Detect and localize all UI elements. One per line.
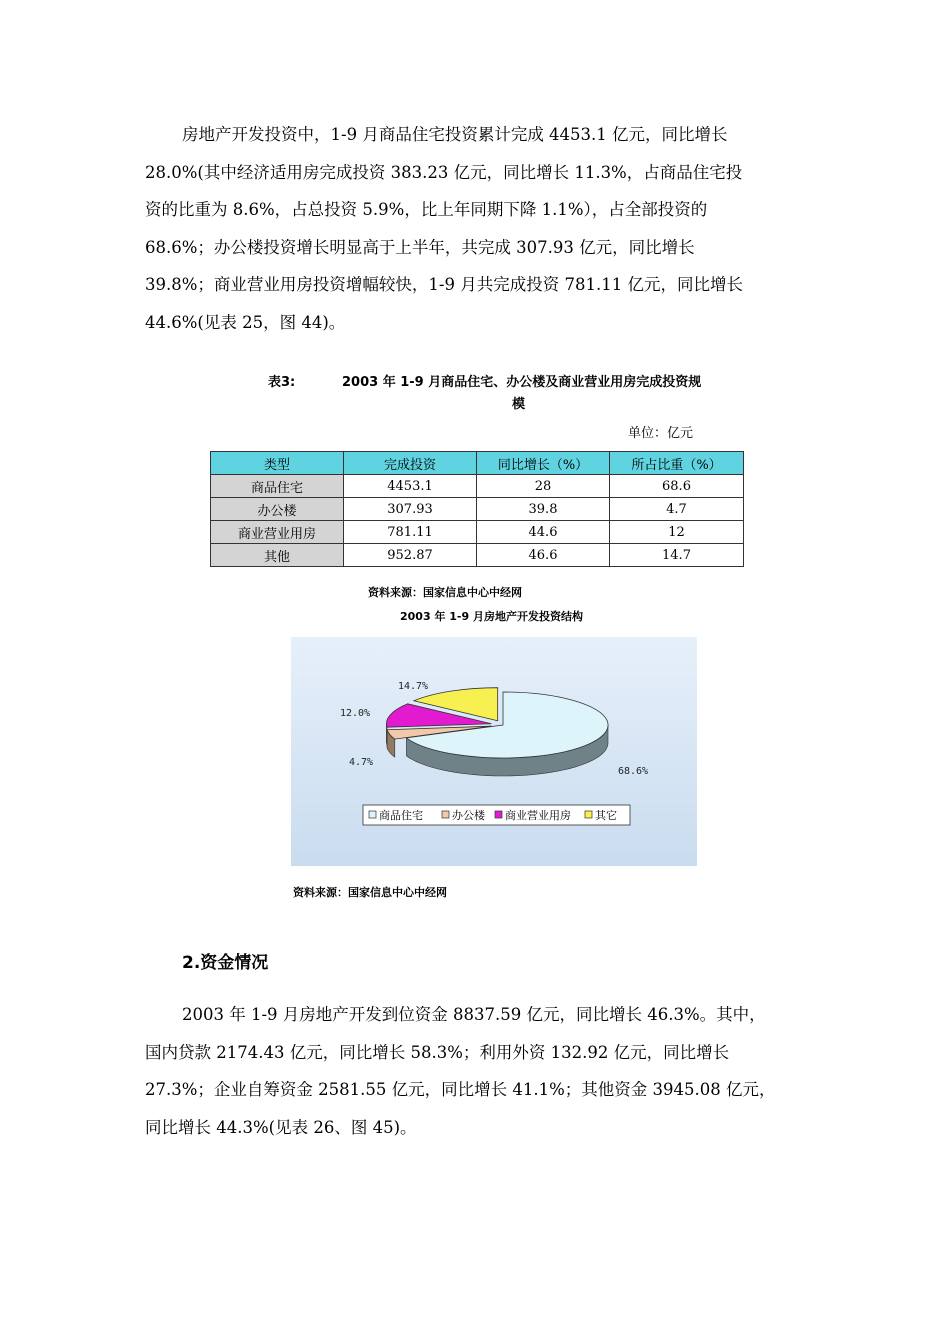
paragraph-line: 资的比重为 8.6%，占总投资 5.9%，比上年同期下降 1.1%），占全部投资的 [145, 200, 708, 219]
row-investment: 781.11 [344, 521, 477, 544]
header-type: 类型 [211, 452, 344, 475]
row-share: 14.7 [610, 544, 744, 567]
row-share: 68.6 [610, 475, 744, 498]
paragraph-line: 39.8%；商业营业用房投资增幅较快，1-9 月共完成投资 781.11 亿元，同比增长 [145, 275, 743, 294]
row-share: 4.7 [610, 498, 744, 521]
legend-swatch [369, 811, 376, 818]
legend-swatch [585, 811, 592, 818]
table-label: 表3: [268, 375, 296, 390]
row-growth: 39.8 [477, 498, 610, 521]
pie-data-label: 14.7% [397, 681, 429, 692]
paragraph-line: 28.0%(其中经济适用房完成投资 383.23 亿元，同比增长 11.3%，占商品住宅投 [145, 162, 743, 182]
row-type: 其他 [211, 544, 344, 567]
table-title-line2: 模 [512, 397, 526, 412]
table-unit: 单位：亿元 [628, 426, 694, 441]
pie-data-label: 12.0% [339, 708, 371, 719]
legend-swatch [495, 811, 502, 818]
chart-source: 资料来源：国家信息中心中经网 [293, 886, 447, 899]
section-heading: 2.资金情况 [182, 953, 269, 973]
pie-data-label: 4.7% [348, 757, 374, 768]
pie-data-label: 68.6% [617, 766, 649, 777]
row-investment: 952.87 [344, 544, 477, 567]
paragraph-line: 68.6%；办公楼投资增长明显高于上半年，共完成 307.93 亿元，同比增长 [145, 237, 695, 257]
table-row [211, 521, 744, 544]
header-investment: 完成投资 [344, 452, 477, 475]
table-row [211, 475, 744, 498]
header-share: 所占比重（%） [610, 452, 744, 475]
table-source: 资料来源：国家信息中心中经网 [368, 586, 522, 599]
legend-label: 商业营业用房 [505, 809, 571, 822]
legend-label: 其它 [595, 809, 617, 822]
row-type: 商业营业用房 [211, 521, 344, 544]
pie-chart [291, 637, 697, 866]
row-investment: 307.93 [344, 498, 477, 521]
table-title-line1: 2003 年 1-9 月商品住宅、办公楼及商业营业用房完成投资规 [342, 375, 702, 390]
paragraph-line: 2003 年 1-9 月房地产开发到位资金 8837.59 亿元，同比增长 46.3%。其中， [182, 1005, 766, 1024]
funding-paragraph [145, 996, 810, 1146]
row-growth: 28 [477, 475, 610, 498]
table-row [211, 498, 744, 521]
row-growth: 44.6 [477, 521, 610, 544]
legend-swatch [442, 811, 449, 818]
legend-label: 商品住宅 [379, 809, 423, 822]
row-investment: 4453.1 [344, 475, 477, 498]
paragraph-line: 同比增长 44.3%(见表 26、图 45)。 [145, 1117, 417, 1137]
header-growth: 同比增长（%） [477, 452, 610, 475]
row-share: 12 [610, 521, 744, 544]
legend-label: 办公楼 [452, 809, 485, 822]
pie-chart-panel [291, 637, 697, 866]
row-type: 商品住宅 [211, 475, 344, 498]
row-growth: 46.6 [477, 544, 610, 567]
paragraph-line: 国内贷款 2174.43 亿元，同比增长 58.3%；利用外资 132.92 亿元，同比增长 [145, 1042, 730, 1062]
investment-table [210, 451, 744, 567]
paragraph-line: 房地产开发投资中，1-9 月商品住宅投资累计完成 4453.1 亿元，同比增长 [182, 125, 728, 144]
table-header-row [211, 452, 744, 475]
row-type: 办公楼 [211, 498, 344, 521]
table-row [211, 544, 744, 567]
chart-title: 2003 年 1-9 月房地产开发投资结构 [400, 610, 583, 623]
paragraph-line: 44.6%(见表 25，图 44)。 [145, 312, 346, 332]
investment-paragraph [145, 116, 810, 341]
paragraph-line: 27.3%；企业自筹资金 2581.55 亿元，同比增长 41.1%；其他资金 3945.08 亿元， [145, 1080, 776, 1099]
